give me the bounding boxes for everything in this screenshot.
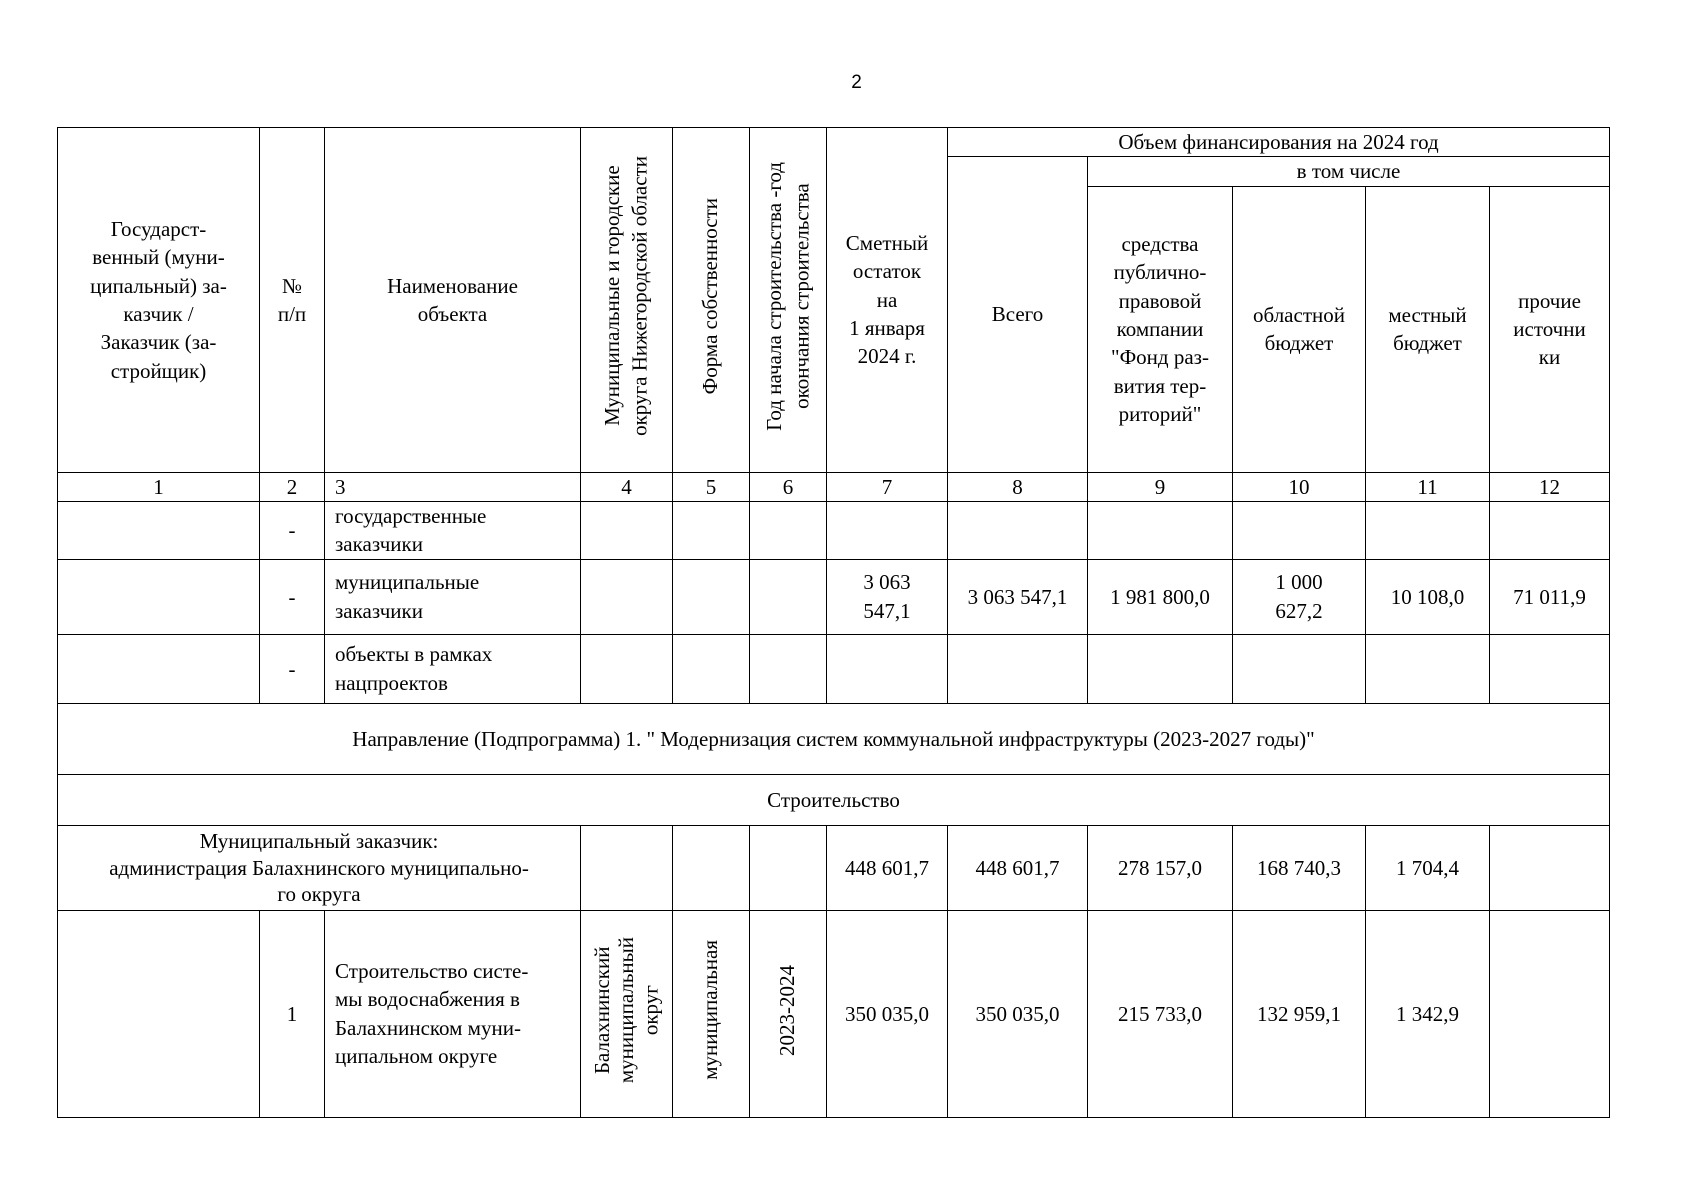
row-dash: - — [260, 502, 325, 560]
header-regional: областной бюджет — [1233, 186, 1366, 472]
column-number: 1 — [58, 472, 260, 501]
cell-num: 1 — [260, 910, 325, 1117]
table-row-national-projects — [58, 634, 1610, 703]
header-including: в том числе — [1088, 157, 1610, 186]
column-number: 6 — [750, 472, 827, 501]
table-row-municipal-customers — [58, 559, 1610, 634]
cell-local: 10 108,0 — [1366, 559, 1490, 634]
table-row-state-customers — [58, 502, 1610, 560]
column-number: 2 — [260, 472, 325, 501]
row-name: муниципальные заказчики — [325, 559, 581, 634]
cell-object-name: Строительство систе- мы водоснабжения в Балахнинском муни- ципальном округе — [325, 910, 581, 1117]
header-customer: Государст- венный (муни- ципальный) за- казчик / Заказчик (за- стройщик) — [58, 128, 260, 473]
table-row-customer — [58, 825, 1610, 910]
cell-total: 3 063 547,1 — [948, 559, 1088, 634]
header-years: Год начала строительства -год окончания строительства — [750, 128, 827, 473]
cell-estimate: 350 035,0 — [827, 910, 948, 1117]
header-fund: средства публично- правовой компании "Фонд раз- вития тер- риторий" — [1088, 186, 1233, 472]
cell-other: 71 011,9 — [1490, 559, 1610, 634]
header-ownership: Форма собственности — [673, 128, 750, 473]
page-number: 2 — [851, 72, 862, 93]
row-dash: - — [260, 634, 325, 703]
table-row-object-1 — [58, 910, 1610, 1117]
financing-table — [57, 127, 1610, 1118]
header-object-name: Наименование объекта — [325, 128, 581, 473]
cell-regional: 1 000 627,2 — [1233, 559, 1366, 634]
table-row-direction — [58, 703, 1610, 774]
cell-fund: 215 733,0 — [1088, 910, 1233, 1117]
cell-fund: 1 981 800,0 — [1088, 559, 1233, 634]
column-number: 5 — [673, 472, 750, 501]
cell-total: 448 601,7 — [948, 825, 1088, 910]
header-num: № п/п — [260, 128, 325, 473]
cell-ownership: муниципальная — [673, 910, 750, 1117]
column-number: 3 — [325, 472, 581, 501]
cell-total: 350 035,0 — [948, 910, 1088, 1117]
header-districts: Муниципальные и городские округа Нижегородской области — [581, 128, 673, 473]
cell-local: 1 704,4 — [1366, 825, 1490, 910]
column-number: 7 — [827, 472, 948, 501]
cell-estimate: 448 601,7 — [827, 825, 948, 910]
cell-district: Балахнинский муниципальный округ — [581, 910, 673, 1117]
header-other: прочие источни ки — [1490, 186, 1610, 472]
customer-label: Муниципальный заказчик: администрация Балахнинского муниципально- го округа — [58, 825, 581, 910]
column-number: 11 — [1366, 472, 1490, 501]
header-funding-group: Объем финансирования на 2024 год — [948, 128, 1610, 157]
cell-fund: 278 157,0 — [1088, 825, 1233, 910]
row-name: государственные заказчики — [325, 502, 581, 560]
header-local: местный бюджет — [1366, 186, 1490, 472]
column-number: 4 — [581, 472, 673, 501]
table-row-construction — [58, 774, 1610, 825]
header-row-1 — [58, 128, 1610, 157]
row-dash: - — [260, 559, 325, 634]
cell-regional: 132 959,1 — [1233, 910, 1366, 1117]
row-name: объекты в рамках нацпроектов — [325, 634, 581, 703]
column-number: 9 — [1088, 472, 1233, 501]
direction-title: Направление (Подпрограмма) 1. " Модернизация систем коммунальной инфраструктуры (2023-2027 годы)" — [58, 703, 1610, 774]
header-estimate: Сметный остаток на 1 января 2024 г. — [827, 128, 948, 473]
construction-title: Строительство — [58, 774, 1610, 825]
cell-regional: 168 740,3 — [1233, 825, 1366, 910]
column-number: 12 — [1490, 472, 1610, 501]
cell-local: 1 342,9 — [1366, 910, 1490, 1117]
cell-estimate: 3 063 547,1 — [827, 559, 948, 634]
cell-years: 2023-2024 — [750, 910, 827, 1117]
column-number: 8 — [948, 472, 1088, 501]
column-number-row — [58, 472, 1610, 501]
column-number: 10 — [1233, 472, 1366, 501]
header-total: Всего — [948, 157, 1088, 472]
